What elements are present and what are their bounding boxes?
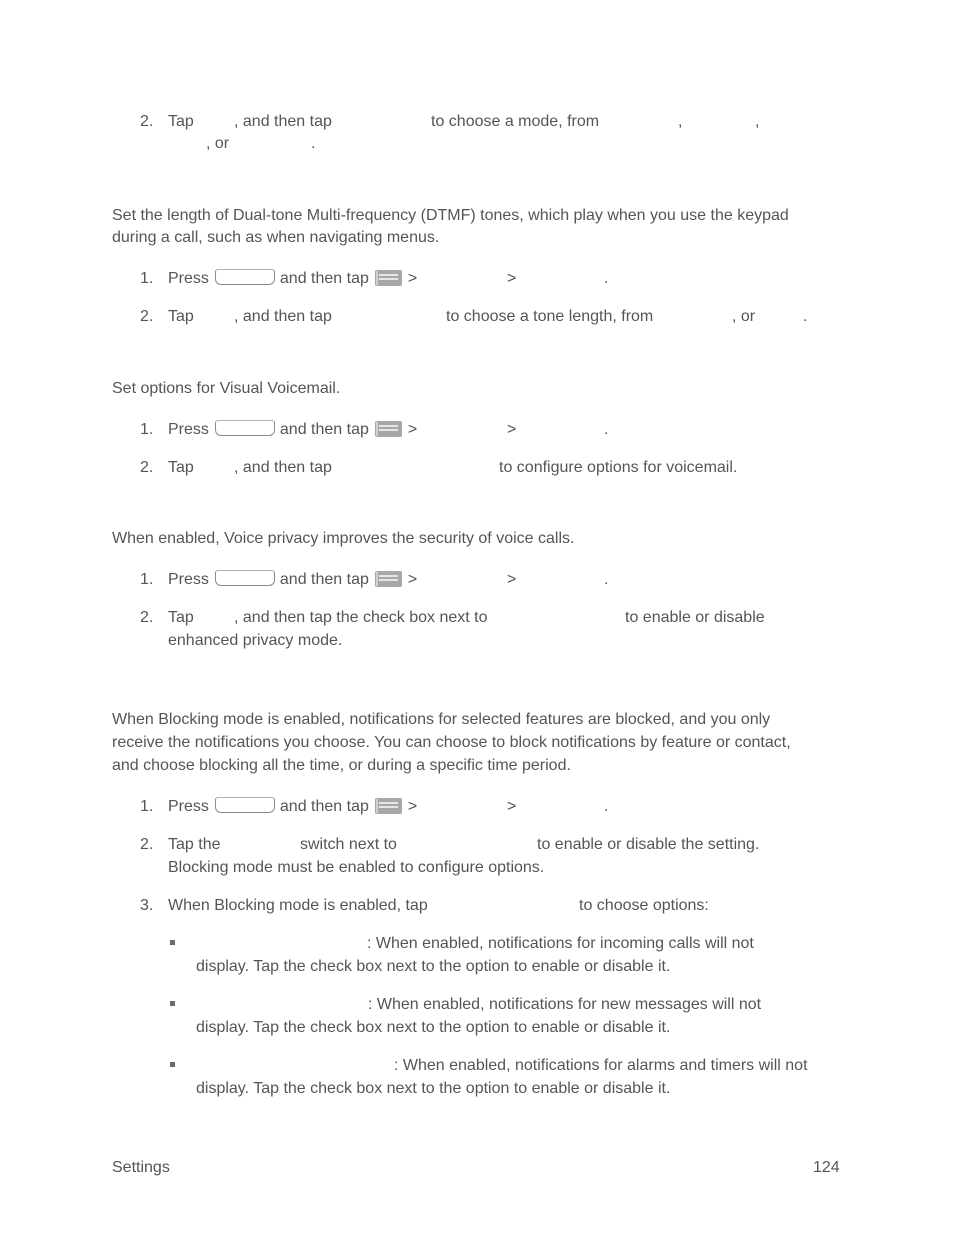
dtmf-intro-line-2: during a call, such as when navigating menus. [112,229,440,246]
blocking-intro-line-1: When Blocking mode is enabled, notifications for selected features are blocked, and you only [112,711,771,728]
voicemail-step-1 [168,420,417,440]
step-text: > [407,571,418,588]
privacy-intro: When enabled, Voice privacy improves the security of voice calls. [112,530,575,547]
step-text: enhanced privacy mode. [168,632,343,649]
step-text: switch next to [300,836,397,853]
step-text: Press [168,798,209,815]
step-text: Tap [168,308,194,325]
step-text: Press [168,421,209,438]
privacy-step-1 [168,570,417,590]
bullet-text: display. Tap the check box next to the option to enable or disable it. [196,958,671,975]
step-text: > [407,421,418,438]
bullet-text: display. Tap the check box next to the option to enable or disable it. [196,1080,671,1097]
step-text: to choose a tone length, from [446,308,654,325]
apps-icon [375,571,402,587]
step-text: > [507,571,517,588]
step-text: , and then tap [234,459,332,476]
dtmf-intro-line-1: Set the length of Dual-tone Multi-frequency (DTMF) tones, which play when you use the keypad [112,207,789,224]
step-text: to choose options: [579,897,709,914]
step-number: 2. [140,459,154,476]
step-number: 1. [140,270,154,287]
step-text: Press [168,270,209,287]
home-key-icon [215,269,275,285]
step-number: 2. [140,308,154,325]
step-number: 1. [140,571,154,588]
bullet-text: : When enabled, notifications for incoming calls will not [367,935,754,952]
home-key-icon [215,420,275,436]
bullet-text: : When enabled, notifications for alarms and timers will not [394,1057,808,1074]
home-key-icon [215,797,275,813]
step-text: , and then tap [234,113,332,130]
step-number: 2. [140,836,154,853]
blocking-intro-line-2: receive the notifications you choose. You can choose to block notifications by feature or contact, [112,734,791,751]
step-text: , and then tap the check box next to [234,609,488,626]
step-text: Tap the [168,836,221,853]
step-text: > [407,798,418,815]
step-text: . [604,798,609,815]
step-text: and then tap [279,571,369,588]
step-text: Tap [168,609,194,626]
step-text: > [507,798,517,815]
step-text: , [678,113,683,130]
step-text: > [507,270,517,287]
blocking-step-1 [168,797,417,817]
step-text: and then tap [279,270,369,287]
step-text: . [311,135,316,152]
step-text: > [407,270,418,287]
step-text: , or [732,308,756,325]
step-number: 1. [140,421,154,438]
step-text: to choose a mode, from [431,113,600,130]
apps-icon [375,798,402,814]
step-number: 2. [140,609,154,626]
step-text: . [604,571,609,588]
step-text: . [803,308,808,325]
bullet-text: : When enabled, notifications for new messages will not [368,996,762,1013]
bullet-icon [170,1062,175,1067]
step-text: When Blocking mode is enabled, tap [168,897,428,914]
step-text: . [604,421,609,438]
step-text: to enable or disable the setting. [537,836,760,853]
page-number: 124 [813,1159,840,1176]
footer-section: Settings [112,1159,170,1176]
dtmf-step-1 [168,269,417,289]
bullet-icon [170,1001,175,1006]
bullet-text: display. Tap the check box next to the option to enable or disable it. [196,1019,671,1036]
step-number: 1. [140,798,154,815]
step-text: , [755,113,760,130]
step-text: Tap [168,459,194,476]
apps-icon [375,270,402,286]
step-text: Press [168,571,209,588]
voicemail-intro: Set options for Visual Voicemail. [112,380,341,397]
step-text: , or [206,135,230,152]
step-text: . [604,270,609,287]
step-number: 2. [140,113,154,130]
apps-icon [375,421,402,437]
step-text: to configure options for voicemail. [499,459,738,476]
step-text: Tap [168,113,194,130]
bullet-icon [170,940,175,945]
step-text: > [507,421,517,438]
step-text: to enable or disable [625,609,765,626]
step-text: and then tap [279,798,369,815]
blocking-intro-line-3: and choose blocking all the time, or during a specific time period. [112,757,571,774]
step-text: , and then tap [234,308,332,325]
home-key-icon [215,570,275,586]
step-text: Blocking mode must be enabled to configure options. [168,859,545,876]
step-text: and then tap [279,421,369,438]
step-number: 3. [140,897,154,914]
